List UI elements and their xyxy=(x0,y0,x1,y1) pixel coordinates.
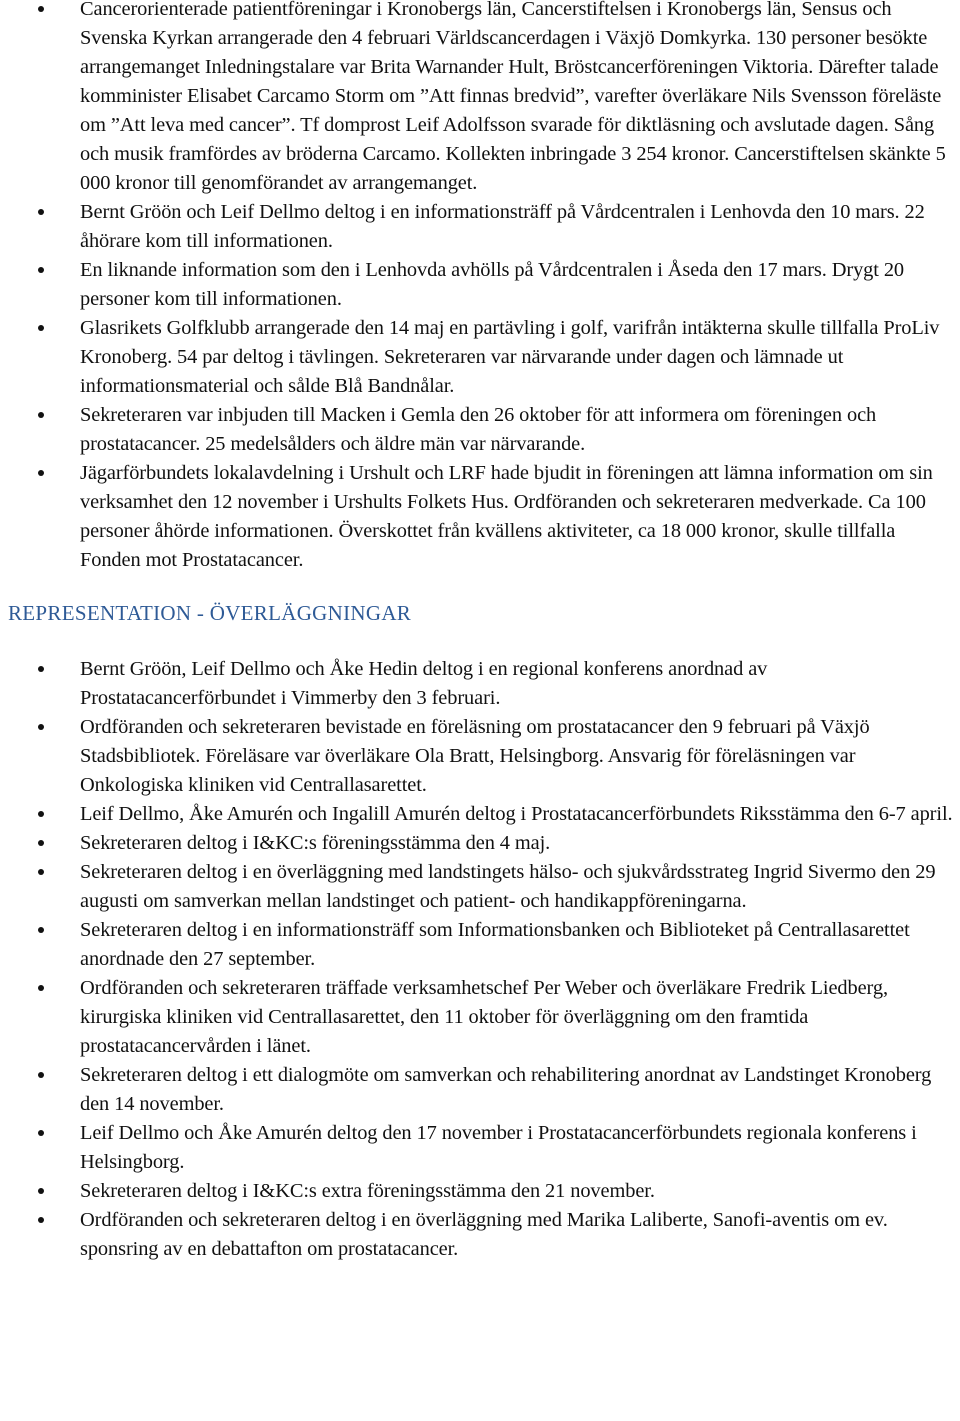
representation-list xyxy=(0,655,960,1264)
list-item: Ordföranden och sekreteraren bevistade en föreläsning om prostatacancer den 9 februari på Växjö Stadsbibliotek. Föreläsare var överläkare Ola Bratt, Helsingborg. Ansvarig för föreläsningen var Onkologiska kliniken vid Centrallasarettet. xyxy=(0,713,960,800)
list-item: Jägarförbundets lokalavdelning i Urshult och LRF hade bjudit in föreningen att lämna information om sin verksamhet den 12 november i Urshults Folkets Hus. Ordföranden och sekreteraren medverkade. Ca 100 personer åhörde informationen. Överskottet från kvällens aktiviteter, ca 18 000 kronor, skulle tillfalla Fonden mot Prostatacancer. xyxy=(0,459,960,575)
list-item: Bernt Gröön, Leif Dellmo och Åke Hedin deltog i en regional konferens anordnad av Prostatacancerförbundet i Vimmerby den 3 februari. xyxy=(0,655,960,713)
list-item: Sekreteraren deltog i en informationsträff som Informationsbanken och Biblioteket på Centrallasarettet anordnade den 27 september. xyxy=(0,916,960,974)
list-item: Ordföranden och sekreteraren deltog i en överläggning med Marika Laliberte, Sanofi-aventis om ev. sponsring av en debattafton om prostatacancer. xyxy=(0,1206,960,1264)
list-item: Sekreteraren deltog i I&KC:s extra föreningsstämma den 21 november. xyxy=(0,1177,960,1206)
list-item: Cancerorienterade patientföreningar i Kronobergs län, Cancerstiftelsen i Kronobergs län, Sensus och Svenska Kyrkan arrangerade den 4 februari Världscancerdagen i Växjö Domkyrka. 130 personer besökte arrangemanget Inledningstalare var Brita Warnander Hult, Bröstcancerföreningen Viktoria. Därefter talade komminister Elisabet Carcamo Storm om ”Att finnas bredvid”, varefter överläkare Nils Svensson föreläste om ”Att leva med cancer”. Tf domprost Leif Adolfsson svarade för diktläsning och avslutade dagen. Sång och musik framfördes av bröderna Carcamo. Kollekten inbringade 3 254 kronor. Cancerstiftelsen skänkte 5 000 kronor till genomförandet av arrangemanget. xyxy=(0,0,960,198)
list-item: Glasrikets Golfklubb arrangerade den 14 maj en partävling i golf, varifrån intäkterna skulle tillfalla ProLiv Kronoberg. 54 par deltog i tävlingen. Sekreteraren var närvarande under dagen och lämnade ut informationsmaterial och sålde Blå Bandnålar. xyxy=(0,314,960,401)
list-item: Bernt Gröön och Leif Dellmo deltog i en informationsträff på Vårdcentralen i Lenhovda den 10 mars. 22 åhörare kom till informationen. xyxy=(0,198,960,256)
list-item: Leif Dellmo, Åke Amurén och Ingalill Amurén deltog i Prostatacancerförbundets Riksstämma den 6-7 april. xyxy=(0,800,960,829)
list-item: Leif Dellmo och Åke Amurén deltog den 17 november i Prostatacancerförbundets regionala konferens i Helsingborg. xyxy=(0,1119,960,1177)
section-heading: REPRESENTATION - ÖVERLÄGGNINGAR xyxy=(8,601,412,625)
list-item: Sekreteraren deltog i I&KC:s föreningsstämma den 4 maj. xyxy=(0,829,960,858)
list-item: Ordföranden och sekreteraren träffade verksamhetschef Per Weber och överläkare Fredrik Liedberg, kirurgiska kliniken vid Centrallasarettet, den 11 oktober för överläggning om den framtida prostatacancervården i länet. xyxy=(0,974,960,1061)
list-item: Sekreteraren deltog i en överläggning med landstingets hälso- och sjukvårdsstrateg Ingrid Sivermo den 29 augusti om samverkan mellan landstinget och patient- och handikappföreningarna. xyxy=(0,858,960,916)
list-item: En liknande information som den i Lenhovda avhölls på Vårdcentralen i Åseda den 17 mars. Drygt 20 personer kom till informationen. xyxy=(0,256,960,314)
list-item: Sekreteraren deltog i ett dialogmöte om samverkan och rehabilitering anordnat av Landstinget Kronoberg den 14 november. xyxy=(0,1061,960,1119)
activities-list xyxy=(0,0,960,575)
list-item: Sekreteraren var inbjuden till Macken i Gemla den 26 oktober för att informera om föreningen och prostatacancer. 25 medelsålders och äldre män var närvarande. xyxy=(0,401,960,459)
